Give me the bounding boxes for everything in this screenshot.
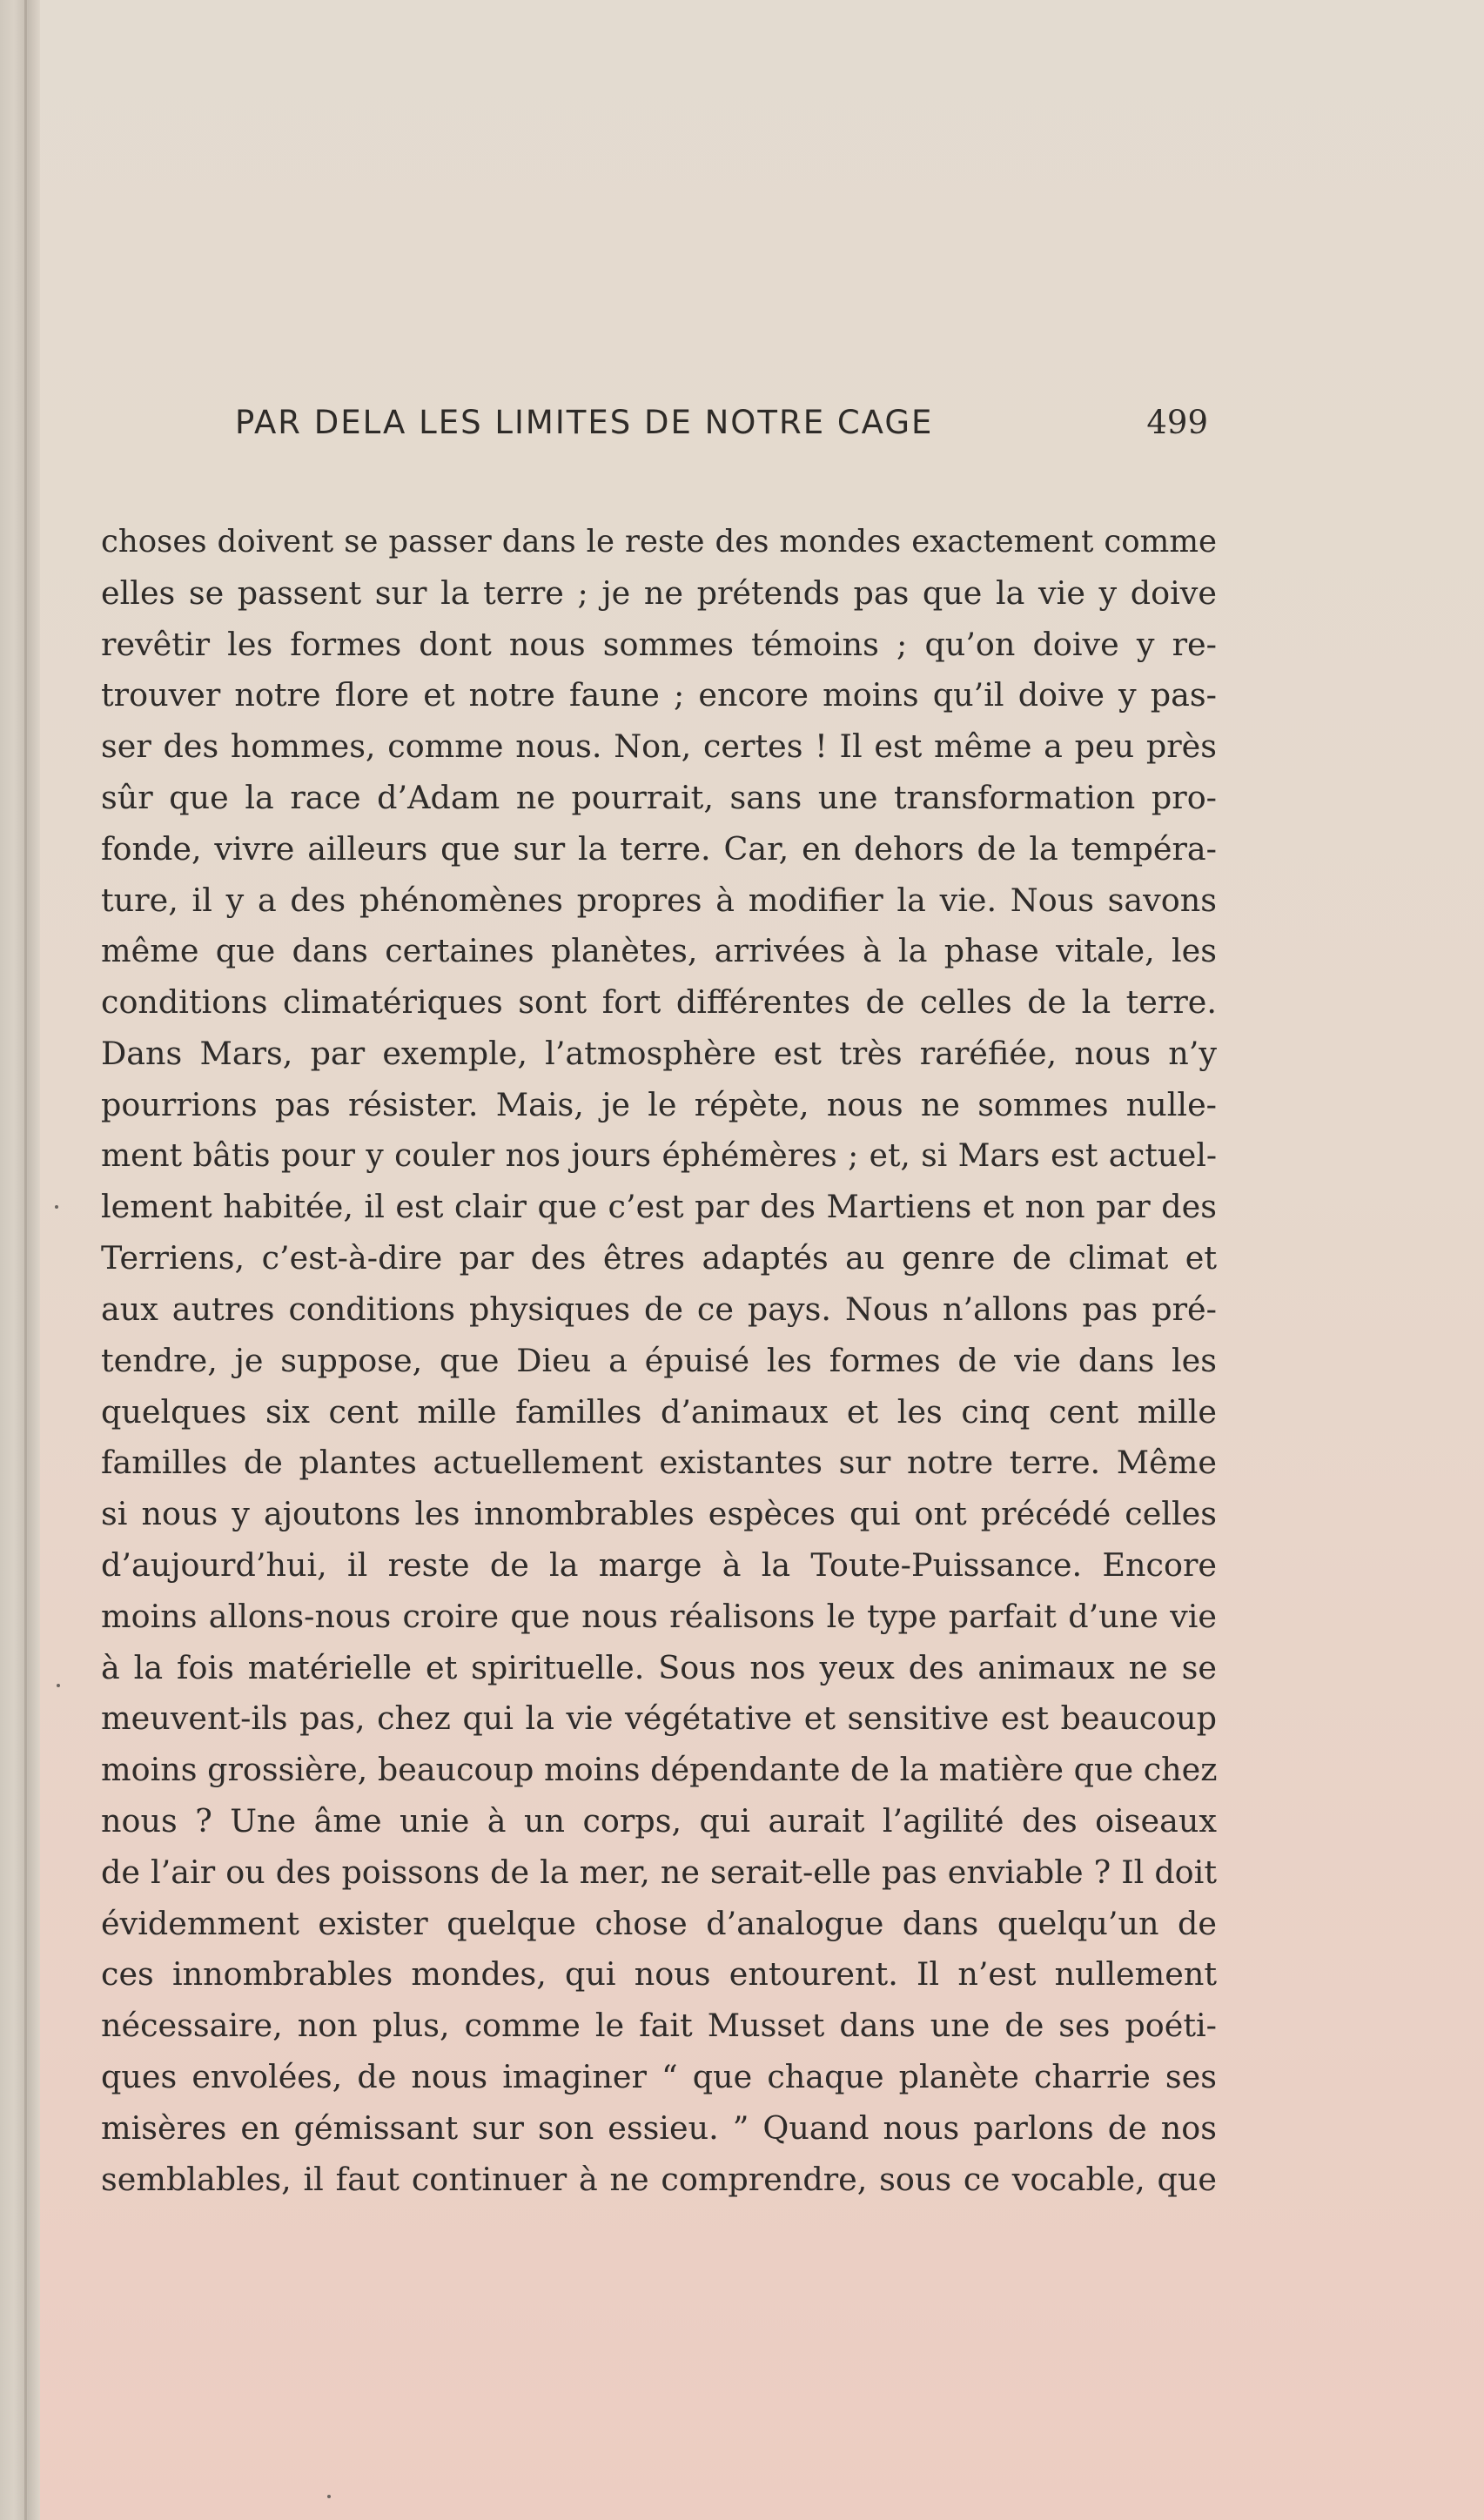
body-paragraph	[101, 517, 1217, 2205]
text-line: choses doivent se passer dans le reste des mondes exactement comme	[101, 524, 1217, 560]
text-line: moins grossière, beaucoup moins dépendante de la matière que chez	[101, 1751, 1218, 1789]
text-line: pourrions pas résister. Mais, je le répète, nous ne sommes nulle-	[101, 1085, 1217, 1123]
text-line: ser des hommes, comme nous. Non, certes ! Il est même a peu près	[101, 727, 1217, 766]
text-line: elles se passent sur la terre ; je ne prétends pas que la vie y doive	[101, 573, 1217, 612]
text-line: Dans Mars, par exemple, l’atmosphère est très raréfiée, nous n’y	[101, 1034, 1217, 1072]
text-line: misères en gémissant sur son essieu. ” Quand nous parlons de nos	[101, 2108, 1217, 2147]
text-line: quelques six cent mille familles d’animaux et les cinq cent mille	[101, 1392, 1217, 1431]
text-line: familles de plantes actuellement existantes sur notre terre. Même	[101, 1444, 1217, 1482]
text-line: même que dans certaines planètes, arrivées à la phase vitale, les	[101, 932, 1217, 970]
text-line: revêtir les formes dont nous sommes témoins ; qu’on doive y re-	[101, 625, 1217, 663]
running-title: PAR DELA LES LIMITES DE NOTRE CAGE	[235, 404, 934, 441]
page-header	[235, 404, 1208, 456]
text-line: conditions climatériques sont fort différentes de celles de la terre.	[101, 983, 1217, 1022]
page-number: 499	[1146, 404, 1208, 441]
paper-speck	[57, 1684, 60, 1687]
text-line: nécessaire, non plus, comme le fait Musset dans une de ses poéti-	[101, 2007, 1217, 2045]
text-line: ture, il y a des phénomènes propres à modifier la vie. Nous savons	[101, 881, 1217, 919]
text-line: ques envolées, de nous imaginer “ que chaque planète charrie ses	[101, 2057, 1217, 2095]
paper-speck	[327, 2495, 331, 2498]
text-line: si nous y ajoutons les innombrables espèces qui ont précédé celles	[101, 1495, 1217, 1533]
text-line: fonde, vivre ailleurs que sur la terre. Car, en dehors de la tempéra-	[101, 829, 1217, 868]
text-line: meuvent-ils pas, chez qui la vie végétative et sensitive est beaucoup	[101, 1699, 1217, 1738]
text-line: d’aujourd’hui, il reste de la marge à la Toute-Puissance. Encore	[101, 1545, 1217, 1584]
text-line last: semblables, il faut continuer à ne comprendre, sous ce vocable, que	[101, 2160, 1217, 2198]
text-line: Terriens, c’est-à-dire par des êtres adaptés au genre de climat et	[101, 1239, 1217, 1277]
text-line: lement habitée, il est clair que c’est par des Martiens et non par des	[101, 1188, 1217, 1226]
text-line: sûr que la race d’Adam ne pourrait, sans une transformation pro-	[101, 778, 1217, 816]
text-line: moins allons-nous croire que nous réalisons le type parfait d’une vie	[101, 1597, 1217, 1635]
paper-speck	[55, 1205, 58, 1209]
text-line: de l’air ou des poissons de la mer, ne serait-elle pas enviable ? Il doit	[101, 1853, 1217, 1891]
text-line: aux autres conditions physiques de ce pays. Nous n’allons pas pré-	[101, 1290, 1217, 1328]
text-line: trouver notre flore et notre faune ; encore moins qu’il doive y pas-	[101, 676, 1217, 714]
text-line: tendre, je suppose, que Dieu a épuisé les formes de vie dans les	[101, 1341, 1217, 1379]
text-line: ces innombrables mondes, qui nous entourent. Il n’est nullement	[101, 1955, 1217, 1994]
text-line: évidemment exister quelque chose d’analogue dans quelqu’un de	[101, 1904, 1217, 1942]
text-line: ment bâtis pour y couler nos jours éphémères ; et, si Mars est actuel-	[101, 1137, 1217, 1174]
text-line: à la fois matérielle et spirituelle. Sous nos yeux des animaux ne se	[101, 1648, 1217, 1686]
text-line: nous ? Une âme unie à un corps, qui aurait l’agilité des oiseaux	[101, 1801, 1217, 1840]
